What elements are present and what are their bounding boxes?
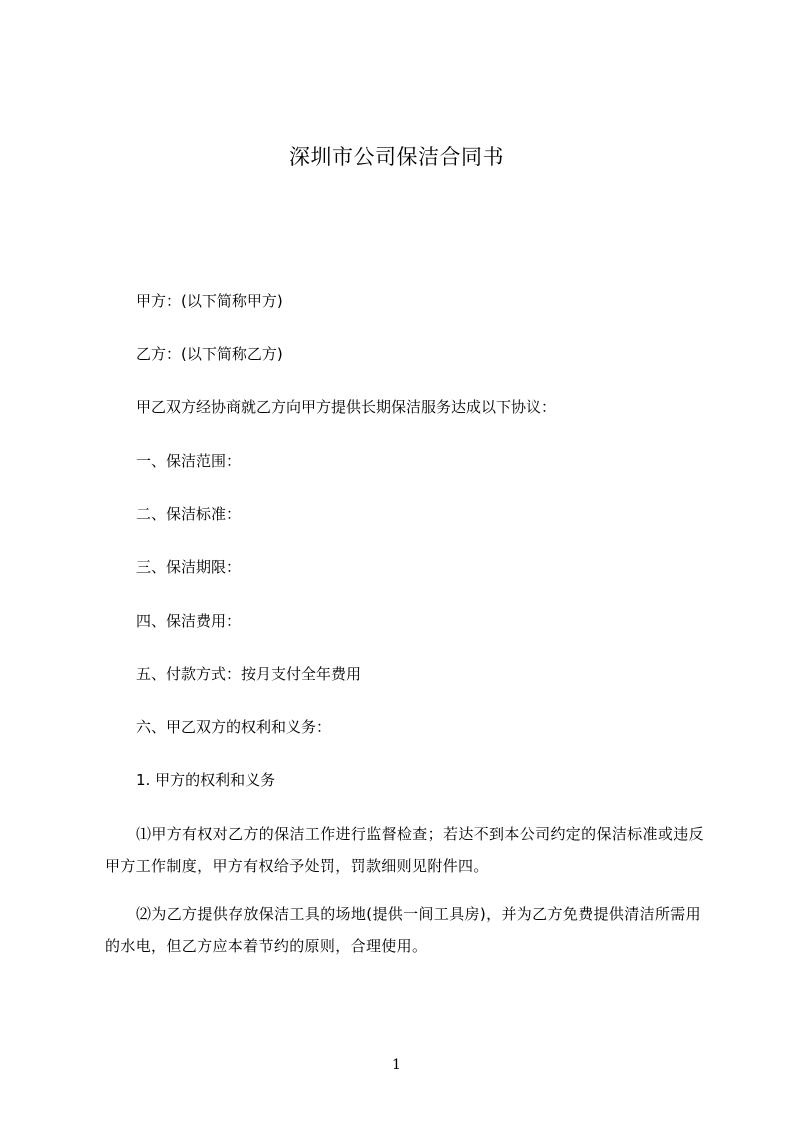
clause-2-paragraph: ⑵为乙方提供存放保洁工具的场地(提供一间工具房)，并为乙方免费提供清洁所需用的水电，但乙方应本着节约的原则，合理使用。 — [105, 905, 702, 955]
party-a-line: 甲方：(以下简称甲方) — [136, 292, 283, 310]
section-3-heading: 三、保洁期限： — [136, 558, 242, 576]
subsection-1-heading: 1. 甲方的权利和义务 — [136, 771, 276, 789]
section-6-heading: 六、甲乙双方的权利和义务： — [136, 718, 332, 736]
page-number: 1 — [392, 1057, 401, 1073]
section-2-heading: 二、保洁标准： — [136, 505, 242, 523]
agreement-intro-line: 甲乙双方经协商就乙方向甲方提供长期保洁服务达成以下协议： — [136, 398, 557, 416]
section-1-heading: 一、保洁范围： — [136, 452, 242, 470]
party-b-line: 乙方：(以下简称乙方) — [136, 345, 283, 363]
section-4-heading: 四、保洁费用： — [136, 612, 242, 630]
document-title: 深圳市公司保洁合同书 — [289, 145, 504, 169]
clause-1-paragraph: ⑴甲方有权对乙方的保洁工作进行监督检查；若达不到本公司约定的保洁标准或违反甲方工作制度，甲方有权给予处罚，罚款细则见附件四。 — [105, 825, 704, 875]
section-5-heading: 五、付款方式：按月支付全年费用 — [136, 665, 362, 683]
